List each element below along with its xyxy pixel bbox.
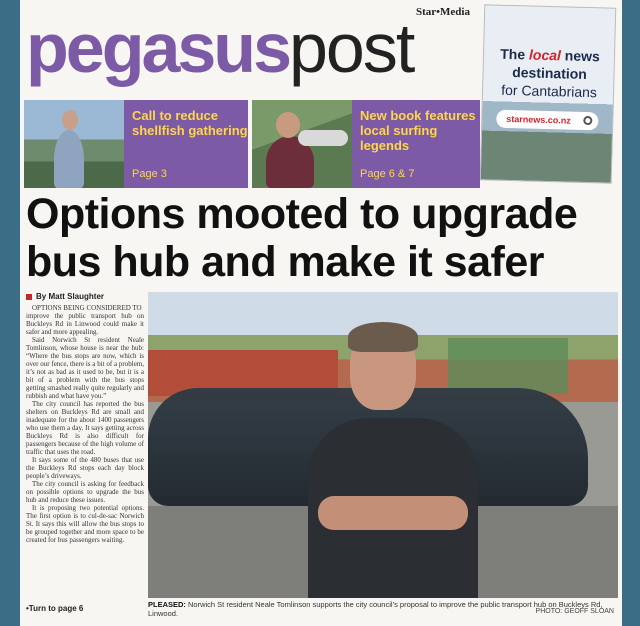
- ad-line-1-pre: The: [500, 45, 530, 63]
- byline: [26, 292, 104, 301]
- byline-marker-icon: [26, 294, 32, 300]
- article-body: [26, 304, 144, 544]
- logo-part-post: post: [289, 9, 414, 87]
- article-paragraph: It is proposing two potential options. The first option is to cul-de-sac Norwich St. It says this will allow the bus stops to be grouped together and more space to be created for bus passengers waiting.: [26, 504, 144, 544]
- photo-credit: PHOTO: GEOFF SLOAN: [535, 608, 614, 615]
- starnews-ad[interactable]: [480, 4, 617, 183]
- ad-line-3: for Cantabrians: [501, 81, 598, 101]
- article-paragraph: It says some of the 480 buses that use the Buckleys Rd stops each day block people’s driveways.: [26, 456, 144, 480]
- newspaper-page: [20, 0, 622, 626]
- byline-text: By Matt Slaughter: [36, 292, 105, 301]
- search-icon: [583, 116, 592, 125]
- main-photo: [148, 292, 618, 598]
- article-paragraph: The city council is asking for feedback on possible options to upgrade the bus hub and reduce these issues.: [26, 480, 144, 504]
- logo-part-pegasus: pegasus: [26, 9, 289, 87]
- article-lead: OPTIONS BEING CONSIDERED TO: [32, 304, 142, 312]
- headline-line-1: Options mooted to upgrade: [26, 190, 578, 238]
- teaser-headline: Call to reduce shellfish gathering: [132, 108, 248, 138]
- teaser-surfing-book[interactable]: [252, 100, 480, 188]
- masthead-logo: [26, 4, 413, 92]
- teaser-page-ref: Page 3: [132, 168, 167, 180]
- article-paragraph: The city council has reported the bus shelters on Buckleys Rd are small and inadequate for the about 1400 passengers who use them a day. It says getting across Buckleys Rd is also difficult for passengers because of the high volume of traffic that uses the road.: [26, 400, 144, 456]
- article-paragraph: Said Norwich St resident Neale Tomlinson, whose house is near the hub: “Where the bus stops are now, which is over our fence, there is a bit of a problem, it’s not as bad as it used to be, but it is a bit of a problem with the bus stops getting smashed really quite regularly and rubbish and what have you.”: [26, 336, 144, 400]
- ad-line-2: destination: [512, 64, 588, 83]
- teaser-headline: New book features local surfing legends: [360, 108, 476, 153]
- ad-line-1-local: local: [528, 46, 562, 64]
- turn-page-link[interactable]: •Turn to page 6: [26, 604, 84, 613]
- caption-label: PLEASED:: [148, 600, 186, 609]
- headline-line-2: bus hub and make it safer: [26, 238, 544, 286]
- teaser-photo-photographer: [252, 100, 352, 188]
- teaser-page-ref: Page 6 & 7: [360, 168, 415, 180]
- teaser-photo-man-beach: [24, 100, 124, 188]
- ad-search-pill[interactable]: [496, 110, 598, 131]
- caption-text: Norwich St resident Neale Tomlinson supports the city council’s proposal to improve the public transport hub on Buckleys Rd, Linwood.: [148, 600, 603, 618]
- article-paragraph: improve the public transport hub on Buckleys Rd in Linwood could make it safer and more appealing.: [26, 312, 144, 336]
- photo-man-arms-crossed: [308, 326, 478, 598]
- ad-line-1: [488, 45, 612, 64]
- publisher-label: Star•Media: [416, 6, 470, 18]
- main-headline: [26, 190, 622, 286]
- ad-line-1-post: news: [560, 47, 601, 65]
- ad-url: starnews.co.nz: [506, 113, 571, 126]
- teaser-shellfish[interactable]: [24, 100, 248, 188]
